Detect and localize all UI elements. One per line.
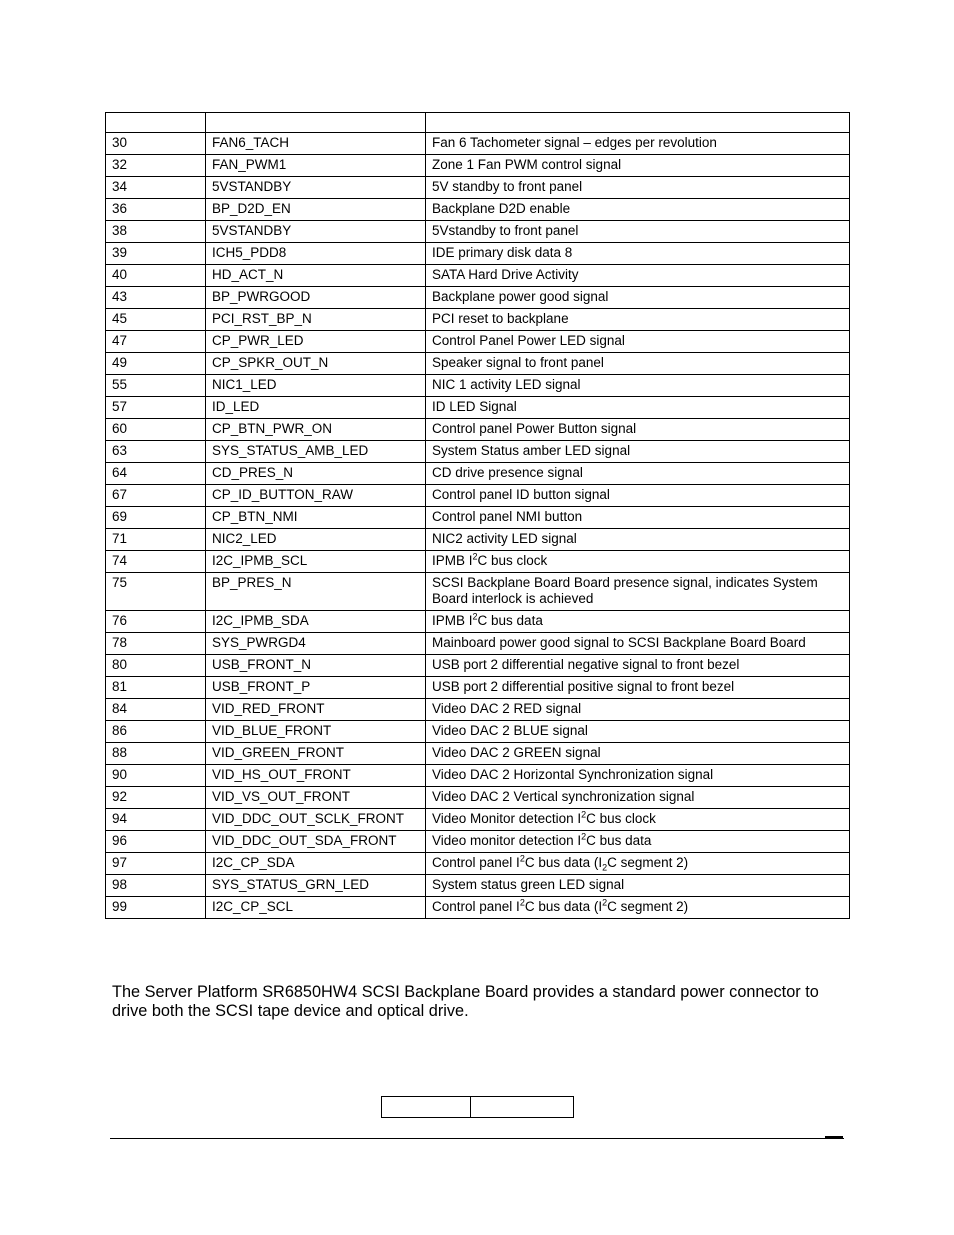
table-cell: [471, 1097, 574, 1118]
table-cell: [382, 1097, 471, 1118]
description-text: C bus data (I: [524, 899, 603, 914]
pin-number-cell: 71: [106, 529, 206, 551]
pin-number-cell: 45: [106, 309, 206, 331]
pin-number-cell: 94: [106, 809, 206, 831]
description-cell: [426, 331, 850, 353]
description-text: Video Monitor detection I: [432, 811, 582, 826]
signal-name-cell: BP_D2D_EN: [206, 199, 426, 221]
pin-number-cell: 40: [106, 265, 206, 287]
table-row: [106, 875, 850, 897]
signal-name-cell: I2C_CP_SCL: [206, 897, 426, 919]
description-text: IPMB I: [432, 553, 473, 568]
description-cell: [426, 243, 850, 265]
description-cell: [426, 177, 850, 199]
description-text: Control panel I: [432, 899, 520, 914]
description-text: 5Vstandby to front panel: [432, 223, 579, 238]
table-row: [106, 243, 850, 265]
table-row: [106, 507, 850, 529]
table-row: [106, 743, 850, 765]
description-text: USB port 2 differential positive signal to front bezel: [432, 679, 735, 694]
pin-number-cell: 74: [106, 551, 206, 573]
description-text: System status green LED signal: [432, 877, 625, 892]
table-row: [106, 485, 850, 507]
description-cell: [426, 221, 850, 243]
table-row: [106, 155, 850, 177]
description-text: USB port 2 differential negative signal to front bezel: [432, 657, 740, 672]
pin-number-cell: 88: [106, 743, 206, 765]
description-cell: [426, 463, 850, 485]
description-text: Video DAC 2 GREEN signal: [432, 745, 601, 760]
pin-assignment-table: [105, 112, 850, 919]
description-text: Backplane power good signal: [432, 289, 609, 304]
table-row: [106, 831, 850, 853]
signal-name-cell: VID_VS_OUT_FRONT: [206, 787, 426, 809]
description-text: Control panel I: [432, 855, 520, 870]
description-cell: [426, 441, 850, 463]
pin-number-cell: 90: [106, 765, 206, 787]
description-cell: [426, 265, 850, 287]
table-row: [106, 573, 850, 611]
pin-number-cell: 99: [106, 897, 206, 919]
description-text: Video DAC 2 Horizontal Synchronization signal: [432, 767, 714, 782]
pin-number-cell: 36: [106, 199, 206, 221]
description-text: ID LED Signal: [432, 399, 517, 414]
table-row: [106, 309, 850, 331]
description-text: NIC 1 activity LED signal: [432, 377, 581, 392]
signal-name-cell: USB_FRONT_P: [206, 677, 426, 699]
description-text: C bus clock: [586, 811, 656, 826]
pin-number-cell: 32: [106, 155, 206, 177]
description-cell: [426, 743, 850, 765]
signal-name-cell: FAN6_TACH: [206, 133, 426, 155]
description-text: Mainboard power good signal to SCSI Backplane Board Board: [432, 635, 806, 650]
signal-name-cell: VID_HS_OUT_FRONT: [206, 765, 426, 787]
signal-name-cell: VID_BLUE_FRONT: [206, 721, 426, 743]
table-row: [106, 221, 850, 243]
description-cell: [426, 529, 850, 551]
table-row: [106, 441, 850, 463]
signal-name-cell: CP_SPKR_OUT_N: [206, 353, 426, 375]
pin-number-cell: 30: [106, 133, 206, 155]
pin-number-cell: 98: [106, 875, 206, 897]
description-text: PCI reset to backplane: [432, 311, 569, 326]
description-text: 5V standby to front panel: [432, 179, 583, 194]
description-text: IDE primary disk data 8: [432, 245, 573, 260]
table-row: [106, 677, 850, 699]
signal-name-cell: I2C_IPMB_SDA: [206, 611, 426, 633]
pin-number-cell: 96: [106, 831, 206, 853]
description-cell: [426, 677, 850, 699]
description-text: IPMB I: [432, 613, 473, 628]
pin-number-cell: 80: [106, 655, 206, 677]
pin-number-cell: 67: [106, 485, 206, 507]
table-row: [106, 529, 850, 551]
power-connector-table: [381, 1096, 574, 1118]
table-row: [382, 1097, 574, 1118]
description-cell: [426, 353, 850, 375]
table-row: [106, 897, 850, 919]
pin-number-cell: 38: [106, 221, 206, 243]
footer-rule: [110, 1138, 844, 1139]
description-cell: [426, 765, 850, 787]
signal-name-cell: VID_RED_FRONT: [206, 699, 426, 721]
pin-number-cell: 81: [106, 677, 206, 699]
signal-name-cell: SYS_PWRGD4: [206, 633, 426, 655]
signal-name-cell: CD_PRES_N: [206, 463, 426, 485]
table-row: [106, 331, 850, 353]
description-text: Backplane D2D enable: [432, 201, 571, 216]
pin-number-cell: 60: [106, 419, 206, 441]
superscript-text: 2: [519, 897, 525, 908]
description-cell: [426, 721, 850, 743]
signal-name-cell: NIC1_LED: [206, 375, 426, 397]
pin-number-cell: 57: [106, 397, 206, 419]
pin-table-body: [106, 113, 850, 919]
table-row: [106, 551, 850, 573]
signal-name-cell: I2C_CP_SDA: [206, 853, 426, 875]
pin-number-cell: 64: [106, 463, 206, 485]
power-connector-paragraph: The Server Platform SR6850HW4 SCSI Backplane Board provides a standard power connector to drive both the SCSI tape device and optical drive.: [112, 983, 819, 1020]
pin-number-cell: 75: [106, 573, 206, 611]
table-row: [106, 265, 850, 287]
description-cell: [426, 199, 850, 221]
description-cell: [426, 655, 850, 677]
signal-name-cell: SYS_STATUS_AMB_LED: [206, 441, 426, 463]
table-row: [106, 177, 850, 199]
signal-name-cell: I2C_IPMB_SCL: [206, 551, 426, 573]
signal-name-cell: USB_FRONT_N: [206, 655, 426, 677]
table-row: [106, 765, 850, 787]
superscript-text: 2: [602, 897, 608, 908]
description-text: C segment 2): [607, 855, 689, 870]
description-text: Control panel NMI button: [432, 509, 583, 524]
pin-number-cell: 84: [106, 699, 206, 721]
description-cell: [426, 507, 850, 529]
table-row: [106, 721, 850, 743]
description-cell: [426, 375, 850, 397]
description-text: SCSI Backplane Board Board presence signal, indicates System Board interlock is achieved: [432, 575, 818, 606]
table-row: [106, 463, 850, 485]
table-row: [106, 375, 850, 397]
table-row: [106, 419, 850, 441]
description-cell: [426, 875, 850, 897]
description-cell: [426, 699, 850, 721]
signal-name-cell: CP_BTN_NMI: [206, 507, 426, 529]
description-text: C segment 2): [607, 899, 689, 914]
pin-number-cell: 97: [106, 853, 206, 875]
description-cell: [426, 611, 850, 633]
signal-name-cell: ICH5_PDD8: [206, 243, 426, 265]
description-cell: [426, 897, 850, 919]
description-text: Zone 1 Fan PWM control signal: [432, 157, 622, 172]
description-cell: [426, 831, 850, 853]
pin-number-cell: 55: [106, 375, 206, 397]
table-row: [106, 699, 850, 721]
description-text: Control Panel Power LED signal: [432, 333, 625, 348]
description-cell: [426, 853, 850, 875]
table-row: [106, 611, 850, 633]
header-cell-signal: [206, 113, 426, 133]
table-row: [106, 199, 850, 221]
signal-name-cell: CP_ID_BUTTON_RAW: [206, 485, 426, 507]
header-cell-description: [426, 113, 850, 133]
description-text: Control panel Power Button signal: [432, 421, 637, 436]
pin-number-cell: 34: [106, 177, 206, 199]
description-text: SATA Hard Drive Activity: [432, 267, 579, 282]
table-row: [106, 633, 850, 655]
description-cell: [426, 419, 850, 441]
description-text: Video monitor detection I: [432, 833, 582, 848]
table-row: [106, 853, 850, 875]
signal-name-cell: VID_DDC_OUT_SDA_FRONT: [206, 831, 426, 853]
description-cell: [426, 133, 850, 155]
description-cell: [426, 309, 850, 331]
pin-number-cell: 78: [106, 633, 206, 655]
table-row: [106, 809, 850, 831]
signal-name-cell: FAN_PWM1: [206, 155, 426, 177]
signal-name-cell: HD_ACT_N: [206, 265, 426, 287]
description-cell: [426, 287, 850, 309]
pin-number-cell: 47: [106, 331, 206, 353]
description-cell: [426, 787, 850, 809]
signal-name-cell: BP_PRES_N: [206, 573, 426, 611]
pin-number-cell: 92: [106, 787, 206, 809]
table-row: [106, 133, 850, 155]
description-text: System Status amber LED signal: [432, 443, 631, 458]
signal-name-cell: VID_GREEN_FRONT: [206, 743, 426, 765]
signal-name-cell: CP_BTN_PWR_ON: [206, 419, 426, 441]
signal-name-cell: PCI_RST_BP_N: [206, 309, 426, 331]
description-text: C bus data (I: [524, 855, 603, 870]
table-row: [106, 397, 850, 419]
pin-number-cell: 39: [106, 243, 206, 265]
superscript-text: 2: [472, 611, 478, 622]
description-text: Control panel ID button signal: [432, 487, 610, 502]
superscript-text: 2: [472, 551, 478, 562]
signal-name-cell: 5VSTANDBY: [206, 177, 426, 199]
pin-number-cell: 63: [106, 441, 206, 463]
signal-name-cell: 5VSTANDBY: [206, 221, 426, 243]
description-cell: [426, 485, 850, 507]
header-cell-pin: [106, 113, 206, 133]
pin-number-cell: 86: [106, 721, 206, 743]
description-text: Video DAC 2 BLUE signal: [432, 723, 588, 738]
description-text: Video DAC 2 RED signal: [432, 701, 582, 716]
description-cell: [426, 397, 850, 419]
signal-name-cell: SYS_STATUS_GRN_LED: [206, 875, 426, 897]
description-text: C bus clock: [477, 553, 548, 568]
description-text: C bus data: [477, 613, 543, 628]
table-row: [106, 287, 850, 309]
description-text: Speaker signal to front panel: [432, 355, 604, 370]
pin-number-cell: 43: [106, 287, 206, 309]
signal-name-cell: BP_PWRGOOD: [206, 287, 426, 309]
description-text: CD drive presence signal: [432, 465, 583, 480]
pin-number-cell: 49: [106, 353, 206, 375]
footer-mark: [825, 1136, 843, 1138]
description-text: C bus data: [586, 833, 652, 848]
subscript-text: 2: [602, 862, 608, 873]
signal-name-cell: CP_PWR_LED: [206, 331, 426, 353]
description-text: NIC2 activity LED signal: [432, 531, 577, 546]
table-row: [106, 787, 850, 809]
description-cell: [426, 551, 850, 573]
table-header-row: [106, 113, 850, 133]
table-row: [106, 655, 850, 677]
description-cell: [426, 573, 850, 611]
description-text: Fan 6 Tachometer signal – edges per revolution: [432, 135, 717, 150]
signal-name-cell: NIC2_LED: [206, 529, 426, 551]
pin-number-cell: 76: [106, 611, 206, 633]
description-cell: [426, 155, 850, 177]
signal-name-cell: ID_LED: [206, 397, 426, 419]
table-row: [106, 353, 850, 375]
superscript-text: 2: [581, 831, 587, 842]
superscript-text: 2: [519, 853, 525, 864]
description-text: Video DAC 2 Vertical synchronization signal: [432, 789, 695, 804]
description-cell: [426, 633, 850, 655]
pin-number-cell: 69: [106, 507, 206, 529]
signal-name-cell: VID_DDC_OUT_SCLK_FRONT: [206, 809, 426, 831]
superscript-text: 2: [581, 809, 587, 820]
description-cell: [426, 809, 850, 831]
